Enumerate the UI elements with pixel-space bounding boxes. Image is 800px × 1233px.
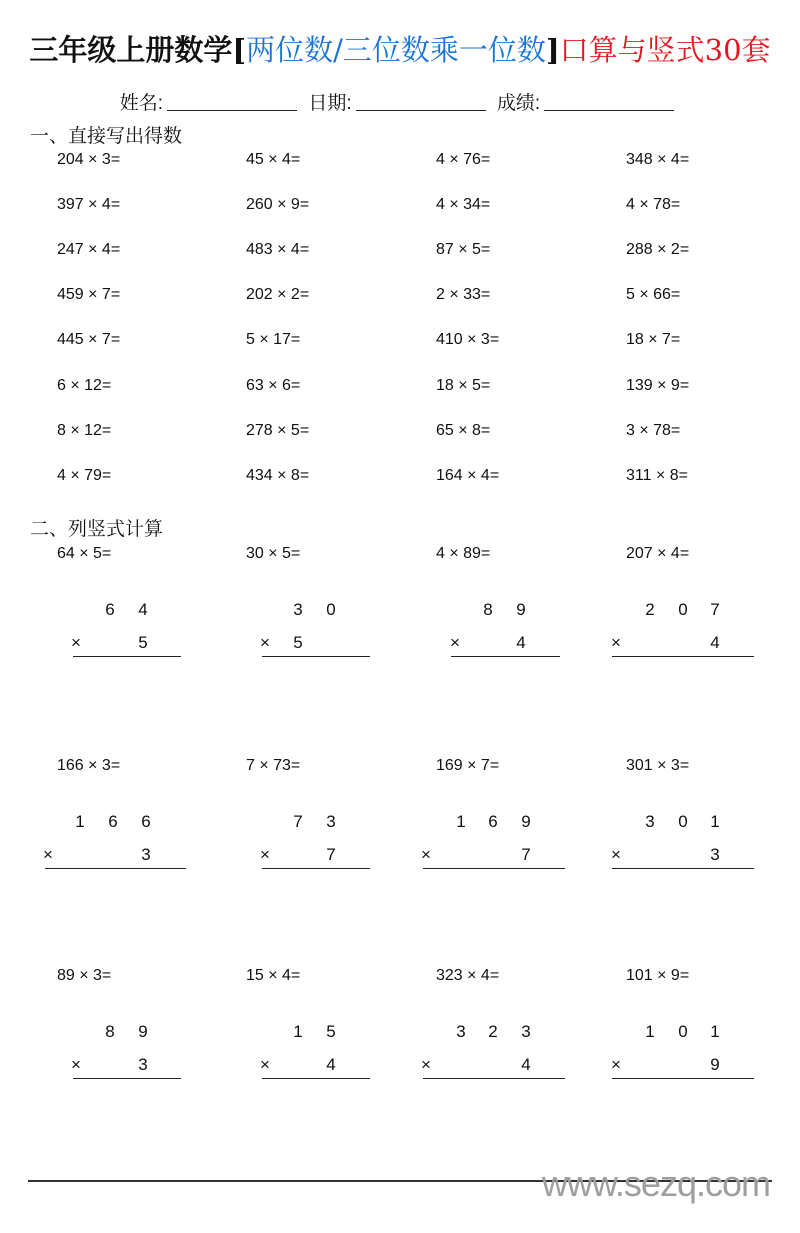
multiplicand-digit: 1 [456,812,466,831]
oral-problem: 164 × 4= [436,466,500,484]
multiplier-digit: 4 [516,633,526,652]
oral-problem: 139 × 9= [626,376,690,394]
multiplier-digit: 5 [138,633,148,652]
oral-problem: 397 × 4= [57,196,121,214]
watermark: www.sezq.com [541,1163,770,1204]
multiplier-digit: 7 [521,845,531,864]
multiply-sign: × [71,1055,81,1074]
vertical-problem-prompt: 64 × 5= [57,545,112,562]
oral-problem: 445 × 7= [57,331,121,349]
multiply-sign: × [43,845,53,864]
multiplicand-digit: 2 [645,600,655,619]
multiplier-digit: 3 [710,845,720,864]
multiplicand-digit: 6 [108,812,118,831]
multiplicand-digit: 9 [138,1022,148,1041]
oral-problem: 202 × 2= [246,286,310,304]
oral-problem: 5 × 17= [246,331,301,349]
multiply-sign: × [450,633,460,652]
oral-problem: 4 × 34= [436,196,491,214]
oral-problem: 6 × 12= [57,376,112,394]
date-field[interactable] [356,92,486,111]
answer-underline [612,868,754,869]
oral-problem: 65 × 8= [436,421,491,439]
answer-underline [423,868,565,869]
oral-problem: 410 × 3= [436,331,500,349]
score-label: 成绩: [496,93,541,114]
multiplicand-digit: 6 [488,812,498,831]
multiplicand-digit: 8 [483,600,493,619]
vertical-problem-prompt: 207 × 4= [626,545,690,562]
multiplicand-digit: 3 [521,1022,531,1041]
answer-underline [612,1078,754,1079]
multiplicand-digit: 4 [138,600,148,619]
oral-problem: 3 × 78= [626,421,681,439]
multiplicand-digit: 1 [293,1022,303,1041]
multiplier-digit: 4 [710,633,720,652]
multiplicand-digit: 3 [326,812,336,831]
answer-underline [612,656,754,657]
multiply-sign: × [611,845,621,864]
multiplier-digit: 4 [326,1055,336,1074]
multiplicand-digit: 0 [326,600,336,619]
answer-underline [73,1078,181,1079]
multiply-sign: × [260,1055,270,1074]
oral-problem: 87 × 5= [436,241,491,259]
multiplicand-digit: 1 [710,1022,720,1041]
page-title [0,28,800,69]
multiply-sign: × [611,1055,621,1074]
multiplier-digit: 9 [710,1055,720,1074]
multiply-sign: × [611,633,621,652]
name-field[interactable] [167,92,297,111]
multiplicand-digit: 6 [105,600,115,619]
oral-problem: 8 × 12= [57,421,112,439]
multiplicand-digit: 2 [488,1022,498,1041]
oral-problem: 18 × 7= [626,331,681,349]
answer-underline [45,868,186,869]
oral-problem: 288 × 2= [626,241,690,259]
student-info-line [0,88,800,115]
multiplicand-digit: 1 [645,1022,655,1041]
multiplicand-digit: 7 [293,812,303,831]
oral-problem: 311 × 8= [626,466,688,484]
vertical-problem-prompt: 323 × 4= [436,967,500,984]
multiplier-digit: 7 [326,845,336,864]
multiplier-digit: 3 [141,845,151,864]
multiplicand-digit: 1 [710,812,720,831]
answer-underline [262,656,370,657]
multiplicand-digit: 5 [326,1022,336,1041]
score-field[interactable] [544,92,674,111]
answer-underline [262,868,370,869]
answer-underline [73,656,181,657]
multiplicand-digit: 0 [678,812,688,831]
title-main: 三年级上册数学[ [29,33,247,67]
multiplicand-digit: 6 [141,812,151,831]
vertical-problem-prompt: 7 × 73= [246,757,301,774]
multiply-sign: × [260,845,270,864]
oral-problem: 434 × 8= [246,466,310,484]
vertical-problem-prompt: 30 × 5= [246,545,301,562]
multiply-sign: × [71,633,81,652]
oral-problem: 483 × 4= [246,241,310,259]
title-subtitle: 口算与竖式30套 [559,33,771,67]
answer-underline [262,1078,370,1079]
oral-problem: 18 × 5= [436,376,491,394]
oral-problem: 247 × 4= [57,241,121,259]
oral-problem: 348 × 4= [626,151,690,168]
oral-problem: 45 × 4= [246,151,301,168]
title-topic: 两位数/三位数乘一位数 [246,33,546,67]
oral-problem: 260 × 9= [246,196,310,214]
multiplier-digit: 4 [521,1055,531,1074]
vertical-problem-prompt: 301 × 3= [626,757,690,774]
multiplicand-digit: 1 [75,812,85,831]
multiply-sign: × [421,845,431,864]
vertical-problem-prompt: 15 × 4= [246,967,301,984]
vertical-problem-prompt: 89 × 3= [57,967,112,984]
date-label: 日期: [308,93,352,114]
multiply-sign: × [421,1055,431,1074]
oral-problem: 4 × 79= [57,466,112,484]
oral-problem: 63 × 6= [246,376,301,394]
multiplicand-digit: 7 [710,600,720,619]
multiplicand-digit: 3 [645,812,655,831]
oral-problem: 5 × 66= [626,286,681,304]
vertical-problem-prompt: 169 × 7= [436,757,500,774]
name-label: 姓名: [119,93,164,114]
multiplier-digit: 3 [138,1055,148,1074]
multiplicand-digit: 3 [456,1022,466,1041]
oral-problem: 204 × 3= [57,151,121,168]
multiplicand-digit: 9 [516,600,526,619]
vertical-problem-prompt: 101 × 9= [626,967,690,984]
vertical-problem-prompt: 166 × 3= [57,757,121,774]
multiplicand-digit: 0 [678,600,688,619]
title-bracket: ] [545,33,560,67]
oral-problem: 459 × 7= [57,286,121,304]
oral-problem: 278 × 5= [246,421,310,439]
multiplicand-digit: 0 [678,1022,688,1041]
multiply-sign: × [260,633,270,652]
answer-underline [451,656,560,657]
multiplicand-digit: 3 [293,600,303,619]
section1-title: 一、直接写出得数 [30,126,183,147]
answer-underline [423,1078,565,1079]
oral-problem: 4 × 78= [626,196,681,214]
section2-title: 二、列竖式计算 [30,519,164,540]
oral-problem: 4 × 76= [436,151,491,168]
multiplicand-digit: 9 [521,812,531,831]
oral-problem: 2 × 33= [436,286,491,304]
vertical-problem-prompt: 4 × 89= [436,545,491,562]
multiplier-digit: 5 [293,633,303,652]
multiplicand-digit: 8 [105,1022,115,1041]
